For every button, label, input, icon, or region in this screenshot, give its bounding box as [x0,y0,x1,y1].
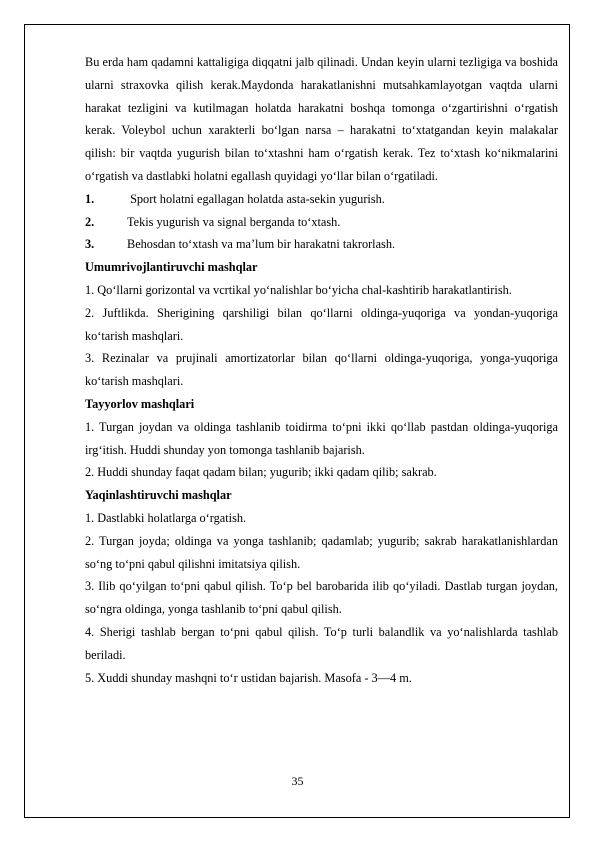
step-text: Sport holatni egallagan holatda asta-sekin yugurish. [127,191,385,206]
exercise-item: 3. Ilib qo‘yilgan to‘pni qabul qilish. To‘p bel barobarida ilib qo‘yiladi. Dastlab turgan joydan, so‘ngra oldinga, yonga tashlanib to‘pni qabul qilish. [85,579,558,617]
section-heading: Umumrivojlantiruvchi mashqlar [85,260,258,275]
step-item [85,233,558,256]
page-number: 35 [291,774,304,788]
step-number: 1. [85,191,95,206]
exercise-item: 2. Juftlikda. Sherigining qarshiligi bilan qo‘llarni oldinga-yuqoriga va yondan-yuqoriga ko‘tarish mashqlari. [85,305,558,343]
exercise-item: 1. Dastlabki holatlarga o‘rgatish. [85,510,247,525]
exercise-item: 1. Qo‘llarni gorizontal va vcrtikal yo‘nalishlar bo‘yicha chal-kashtirib harakatlantirish. [85,282,512,297]
step-item [85,211,558,234]
step-item [85,188,558,211]
exercise-item: 2. Huddi shunday faqat qadam bilan; yugurib; ikki qadam qilib; sakrab. [85,465,437,480]
exercise-item: 2. Turgan joyda; oldinga va yonga tashlanib; qadamlab; yugurib; sakrab harakatlanishlardan so‘ng to‘pni qabul qilishni imitatsiya qilish. [85,533,558,571]
section-heading: Tayyorlov mashqlari [85,396,195,411]
exercise-item: 4. Sherigi tashlab bergan to‘pni qabul qilish. To‘p turli balandlik va yo‘nalishlarda tashlab beriladi. [85,624,558,662]
exercise-item: 1. Turgan joydan va oldinga tashlanib toidirma to‘pni ikki qo‘llab pastdan oldinga-yuqoriga irg‘itish. Huddi shunday yon tomonga tashlanib bajarish. [85,419,558,457]
section-heading: Yaqinlashtiruvchi mashqlar [85,488,232,503]
step-number: 3. [85,237,95,252]
step-number: 2. [85,214,95,229]
intro-paragraph: Bu erda ham qadamni kattaligiga diqqatni jalb qilinadi. Undan keyin ularni tezligiga va boshida ularni straxovka qilish kerak.Maydonda harakatlanishni mutsahkamlayotgan vaqtda ularni harakat tezligini va kutilmagan holatda harakatni boshqa tomonga o‘zgartirishni o‘rgatish kerak. Voleybol uchun xarakterli bo‘lgan narsa – harakatni to‘xtatgandan keyin malakalar qilish: bir vaqtda yugurish bilan to‘xtashni ham o‘rgatish kerak. Tez to‘xtash ko‘nikmalarini o‘rgatish va dastlabki holatni egallash quyidagi yo‘llar bilan o‘rgatiladi. [85,55,558,183]
exercise-item: 3. Rezinalar va prujinali amortizatorlar bilan qo‘llarni oldinga-yuqoriga, yonga-yuqoriga ko‘tarish mashqlari. [85,351,558,389]
step-text: Behosdan to‘xtash va ma’lum bir harakatni takrorlash. [127,237,396,252]
document-body [85,51,558,689]
step-text: Tekis yugurish va signal berganda to‘xtash. [127,214,341,229]
exercise-item: 5. Xuddi shunday mashqni to‘r ustidan bajarish. Masofa - 3—4 m. [85,670,412,685]
